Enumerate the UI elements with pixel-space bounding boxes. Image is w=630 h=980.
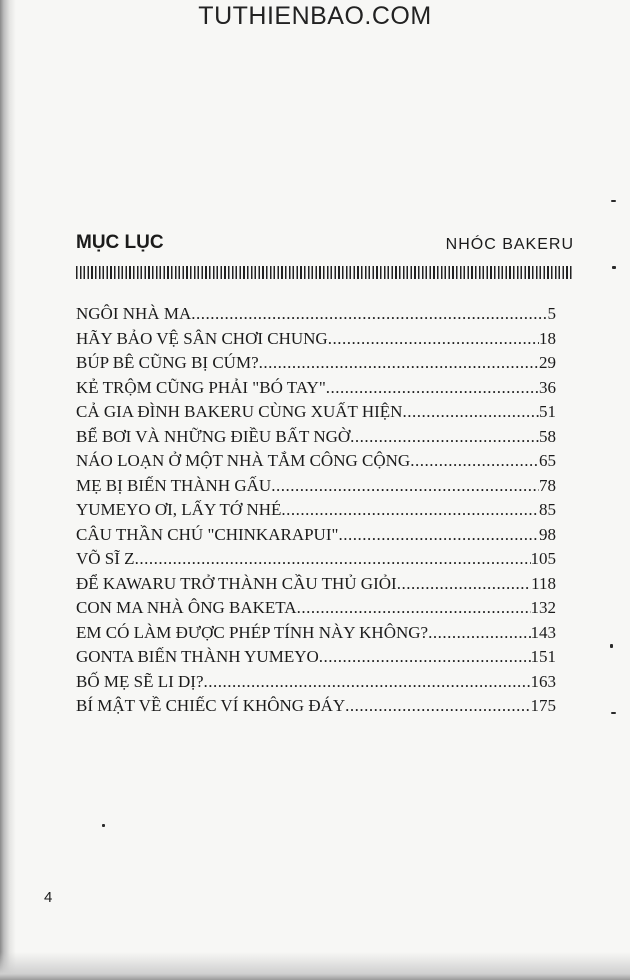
- toc-entry-page: 98: [539, 524, 556, 544]
- toc-entry-title: KẺ TRỘM CŨNG PHẢI "BÓ TAY": [76, 377, 326, 397]
- scan-speck: [102, 824, 105, 827]
- toc-entry-page: 163: [530, 671, 556, 691]
- scan-speck: [611, 712, 616, 714]
- toc-entry-page: 65: [539, 451, 556, 470]
- scan-edge-bottom: [0, 952, 630, 980]
- toc-entry: [76, 647, 556, 672]
- watermark: TUTHIENBAO.COM: [198, 2, 432, 30]
- toc-entry: [76, 598, 556, 623]
- book-title: NHÓC BAKERU: [445, 236, 574, 253]
- toc-dot-leader: [281, 500, 539, 520]
- toc-entry-title: BÍ MẬT VỀ CHIẾC VÍ KHÔNG ĐÁY: [76, 696, 346, 715]
- toc-dot-leader: [410, 451, 539, 471]
- toc-entry-page: 78: [539, 475, 556, 495]
- toc-entry-page: 175: [530, 696, 556, 715]
- toc-entry-title: BỐ MẸ SẼ LI DỊ?: [76, 671, 204, 691]
- toc-entry-title: EM CÓ LÀM ĐƯỢC PHÉP TÍNH NÀY KHÔNG?: [76, 622, 429, 642]
- toc-entry: [76, 476, 556, 501]
- toc-entry: [76, 525, 556, 550]
- toc-entry-page: 58: [539, 426, 556, 446]
- decorative-tick-rule: [76, 266, 572, 279]
- toc-entry-title: BÚP BÊ CŨNG BỊ CÚM?: [76, 353, 259, 372]
- toc-entry-page: 118: [531, 573, 556, 593]
- toc-dot-leader: [328, 329, 539, 349]
- toc-entry-title: MẸ BỊ BIẾN THÀNH GẤU: [76, 475, 272, 495]
- toc-entry: [76, 427, 556, 452]
- toc-dot-leader: [319, 647, 531, 667]
- toc-dot-leader: [397, 574, 531, 594]
- toc-entry: [76, 353, 556, 378]
- toc-dot-leader: [135, 549, 531, 569]
- toc-entry: [76, 623, 556, 648]
- toc-entry-title: NÁO LOẠN Ở MỘT NHÀ TẮM CÔNG CỘNG: [76, 451, 411, 470]
- toc-entry: [76, 672, 556, 697]
- toc-entry: [76, 696, 556, 721]
- toc-entry-title: CẢ GIA ĐÌNH BAKERU CÙNG XUẤT HIỆN: [76, 402, 403, 421]
- toc-entry-title: ĐỂ KAWARU TRỞ THÀNH CẦU THỦ GIỎI: [76, 573, 397, 593]
- toc-dot-leader: [326, 378, 539, 398]
- toc-entry-page: 151: [530, 647, 556, 666]
- toc-entry-page: 143: [530, 622, 556, 642]
- scan-edge-left: [0, 0, 16, 980]
- toc-list: [76, 304, 556, 721]
- toc-entry-title: BỂ BƠI VÀ NHỮNG ĐIỀU BẤT NGỜ: [76, 426, 351, 446]
- toc-dot-leader: [402, 402, 539, 422]
- toc-entry-page: 105: [530, 549, 556, 568]
- toc-entry: [76, 378, 556, 403]
- toc-entry-page: 29: [539, 353, 556, 372]
- page-number: 4: [44, 889, 53, 906]
- toc-title: MỤC LỤC: [76, 232, 164, 253]
- scan-speck: [611, 200, 616, 202]
- toc-entry-page: 5: [547, 304, 556, 323]
- toc-entry: [76, 329, 556, 354]
- toc-entry-page: 18: [539, 328, 556, 348]
- toc-entry-page: 51: [539, 402, 556, 421]
- toc-entry-page: 132: [530, 598, 556, 617]
- toc-dot-leader: [259, 353, 539, 373]
- toc-entry: [76, 451, 556, 476]
- toc-entry: [76, 500, 556, 525]
- toc-dot-leader: [428, 623, 530, 643]
- toc-dot-leader: [338, 525, 539, 545]
- toc-entry-title: CÂU THẦN CHÚ "CHINKARAPUI": [76, 524, 339, 544]
- toc-entry: [76, 304, 556, 329]
- toc-entry-title: VÕ SĨ Z: [76, 549, 135, 568]
- toc-entry: [76, 574, 556, 599]
- toc-dot-leader: [350, 427, 539, 447]
- toc-entry-page: 36: [539, 377, 556, 397]
- toc-entry: [76, 549, 556, 574]
- toc-entry-title: NGÔI NHÀ MA: [76, 304, 192, 323]
- toc-entry-page: 85: [539, 500, 556, 519]
- scan-speck: [612, 266, 616, 269]
- toc-entry-title: GONTA BIẾN THÀNH YUMEYO: [76, 647, 319, 666]
- toc-entry-title: HÃY BẢO VỆ SÂN CHƠI CHUNG: [76, 328, 328, 348]
- toc-header: [76, 232, 574, 258]
- scan-speck: [610, 644, 613, 648]
- toc-dot-leader: [297, 598, 531, 618]
- toc-dot-leader: [271, 476, 539, 496]
- toc-dot-leader: [345, 696, 530, 716]
- toc-dot-leader: [203, 672, 530, 692]
- toc-entry-title: CON MA NHÀ ÔNG BAKETA: [76, 598, 297, 617]
- toc-entry: [76, 402, 556, 427]
- toc-dot-leader: [191, 304, 547, 324]
- toc-entry-title: YUMEYO ƠI, LẤY TỚ NHÉ: [76, 500, 282, 519]
